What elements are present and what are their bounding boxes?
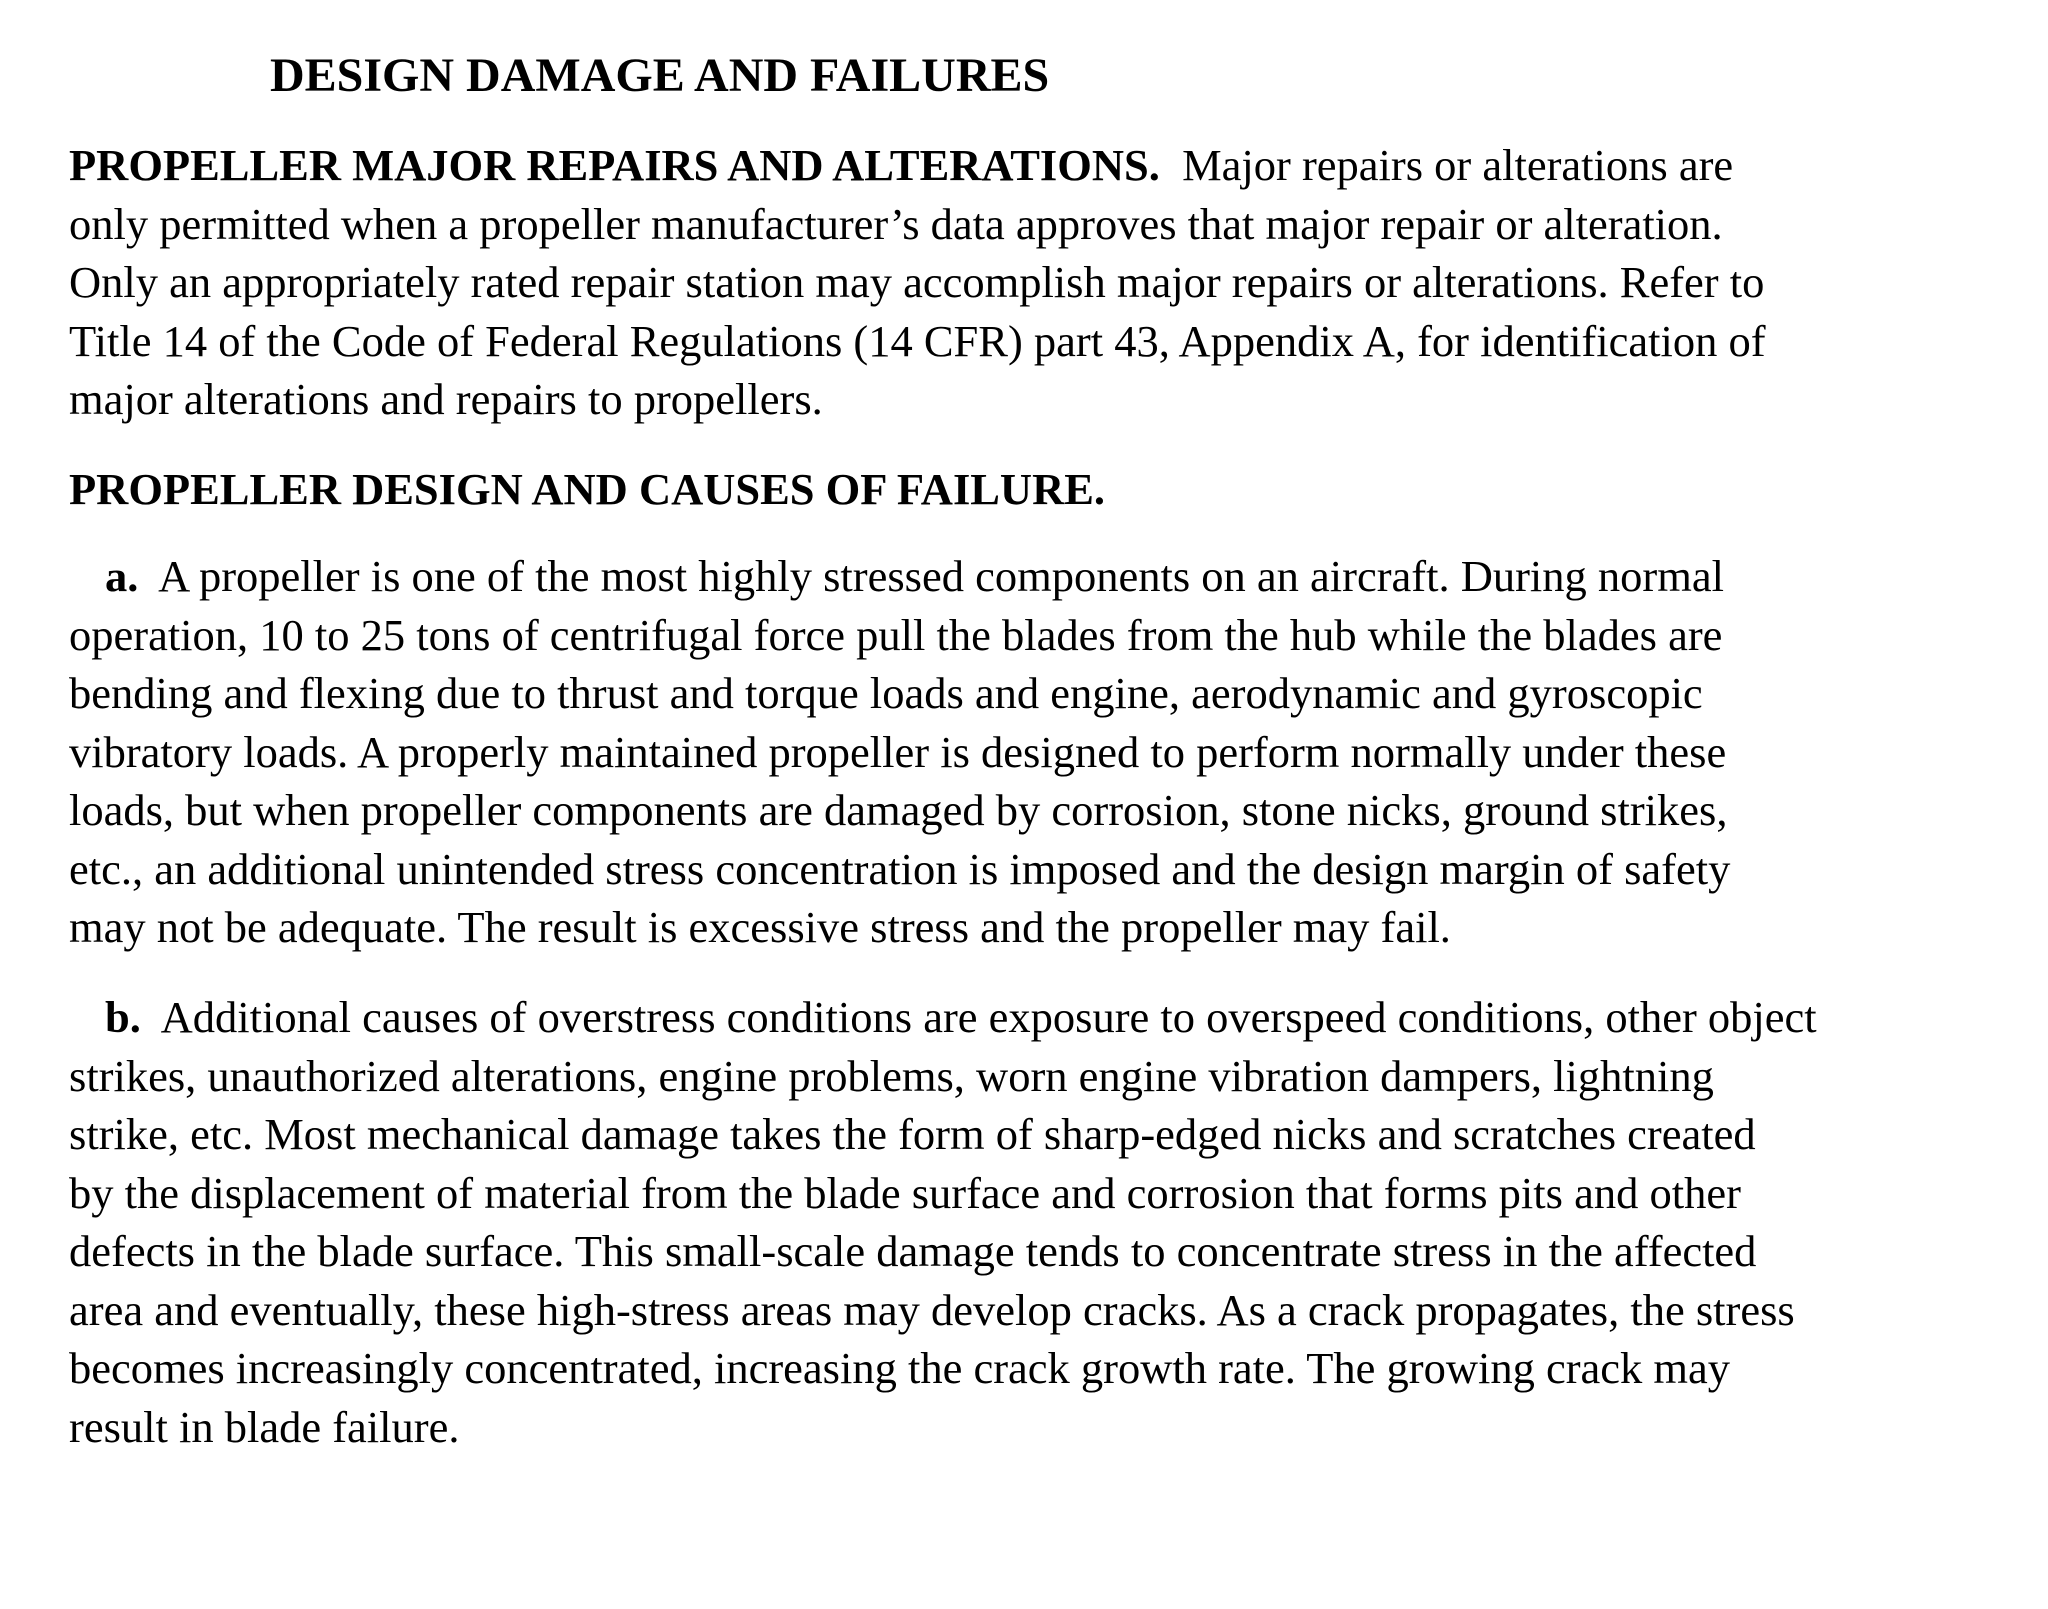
paragraph-line: area and eventually, these high-stress areas may develop cracks. As a crack propagates, the stress xyxy=(69,1284,1795,1335)
paragraph-line: defects in the blade surface. This small-scale damage tends to concentrate stress in the affected xyxy=(69,1226,1757,1276)
paragraph-line: strikes, unauthorized alterations, engine problems, worn engine vibration dampers, lightning xyxy=(69,1050,1714,1101)
paragraph-line xyxy=(69,547,2029,606)
paragraph-line: vibratory loads. A properly maintained propeller is designed to perform normally under these xyxy=(69,726,1727,777)
paragraph-line: Title 14 of the Code of Federal Regulations (14 CFR) part 43, Appendix A, for identification of xyxy=(69,315,1766,366)
line-text: Additional causes of overstress conditions are exposure to overspeed conditions, other object xyxy=(160,992,1817,1042)
paragraph-item-a xyxy=(69,547,2029,957)
paragraph-line: result in blade failure. xyxy=(69,1401,460,1452)
line-text: A propeller is one of the most highly stressed components on an aircraft. During normal xyxy=(158,551,1724,601)
paragraph-line: may not be adequate. The result is excessive stress and the propeller may fail. xyxy=(69,902,1451,952)
item-label-a: a. xyxy=(105,551,139,601)
item-label-b: b. xyxy=(105,992,141,1042)
paragraph-line: major alterations and repairs to propellers. xyxy=(69,374,823,424)
paragraph-line xyxy=(69,988,2029,1047)
paragraph-major-repairs xyxy=(69,136,2029,429)
line-text: Major repairs or alterations are xyxy=(1182,140,1734,190)
paragraph-line: operation, 10 to 25 tons of centrifugal force pull the blades from the hub while the blades are xyxy=(69,609,1723,660)
paragraph-line: strike, etc. Most mechanical damage takes the form of sharp-edged nicks and scratches created xyxy=(69,1109,1756,1159)
paragraph-line: bending and flexing due to thrust and torque loads and engine, aerodynamic and gyroscopic xyxy=(69,668,1703,718)
paragraph-line: Only an appropriately rated repair station may accomplish major repairs or alterations. Refer to xyxy=(69,257,1765,307)
section-heading-design-failure: PROPELLER DESIGN AND CAUSES OF FAILURE. xyxy=(69,464,1106,514)
section-heading-major-repairs: PROPELLER MAJOR REPAIRS AND ALTERATIONS. xyxy=(69,140,1160,190)
paragraph-line: etc., an additional unintended stress concentration is imposed and the design margin of safety xyxy=(69,843,1731,894)
paragraph-item-b xyxy=(69,988,2029,1456)
paragraph-line xyxy=(69,136,2029,195)
paragraph-line: by the displacement of material from the blade surface and corrosion that forms pits and other xyxy=(69,1167,1741,1218)
paragraph-line: loads, but when propeller components are damaged by corrosion, stone nicks, ground strikes, xyxy=(69,785,1728,835)
paragraph-line: only permitted when a propeller manufacturer’s data approves that major repair or alteration. xyxy=(69,198,1723,249)
paragraph-line: becomes increasingly concentrated, increasing the crack growth rate. The growing crack may xyxy=(69,1343,1731,1393)
document-title: DESIGN DAMAGE AND FAILURES xyxy=(270,49,1050,102)
